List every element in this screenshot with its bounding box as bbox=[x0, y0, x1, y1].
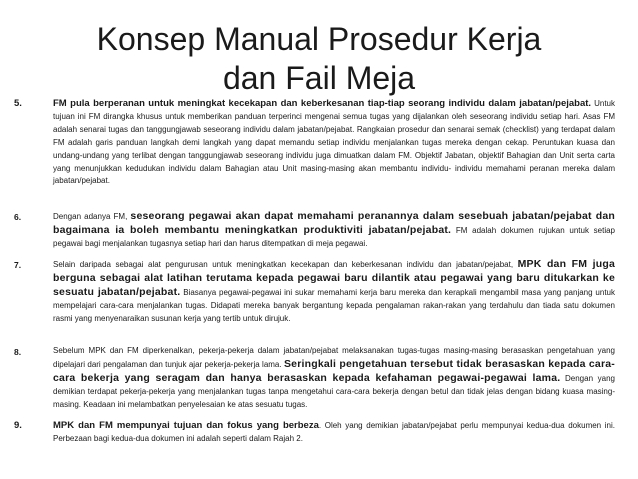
item-number: 6. bbox=[14, 212, 22, 222]
item-text-regular: FM adalah dokumen rujukan untuk setiap pegawai bagi menjalankan tugasnya setiap hari dan harus ditempatkan di meja pegawai. bbox=[53, 225, 615, 248]
item-text bbox=[53, 420, 615, 446]
item-text bbox=[53, 210, 615, 251]
item-text-regular: Dengan adanya FM, bbox=[53, 212, 131, 221]
item-number: 5. bbox=[14, 98, 22, 109]
title-line-2: dan Fail Meja bbox=[222, 60, 416, 96]
item-text-bold: MPK dan FM juga berguna sebagai alat latihan terutama kepada pegawai baru dilantik atau pegawai yang baru ditukarkan ke sesuatu jabatan/pejabat. bbox=[53, 258, 616, 298]
item-number: 7. bbox=[14, 260, 22, 270]
item-text-regular: Sebelum MPK dan FM diperkenalkan, pekerja-pekerja dalam jabatan/pejabat melaksanakan tugas-tugas masing-masing berasaskan pengetahuan yang dipelajari dari pengalaman dan tunjuk ajar pekerja-pekerja lama. bbox=[53, 346, 615, 369]
item-text bbox=[53, 258, 615, 326]
item-text-bold: Seringkali pengetahuan tersebut tidak berasaskan kepada cara-cara bekerja yang seragam dan hanya berasaskan kepada kefahaman pegawai-pegawai lama. bbox=[53, 357, 615, 384]
item-text-regular: . Oleh yang demikian jabatan/pejabat perlu mempunyai kedua-dua dokumen ini. Perbezaan bagi kedua-dua dokumen ini adalah seperti dalam Rajah 2. bbox=[53, 421, 616, 443]
item-text bbox=[53, 98, 615, 188]
title-line-1: Konsep Manual Prosedur Kerja bbox=[96, 21, 542, 57]
item-text-regular: Biasanya pegawai-pegawai ini sukar memahami kerja baru mereka dan kerapkali mengambil masa yang panjang untuk mempelajari cara-cara menjalankan tugas. Didapati mereka banyak bergantung kepada pengalaman rakan-rakan yang terdahulu dan tiada satu dokumen rasmi yang menyenaraikan susunan kerja yang tertib untuk dirujuk. bbox=[53, 287, 615, 323]
item-text-bold: MPK dan FM mempunyai tujuan dan fokus yang berbeza bbox=[53, 420, 319, 431]
item-text-regular: Untuk tujuan ini FM dirangka khusus untuk memberikan panduan terperinci mengenai semua tugas yang dijalankan oleh seseorang individu setiap hari. Asas FM adalah senarai tugas dan tanggungjawab seseorang individu dalam jabatan/pejabat. Rangkaian prosedur dan senarai semak (checklist) yang terdapat dalam FM adalah garis panduan langkah demi langkah yang dapat memandu setiap individu menjalankan tugas mereka dengan cekap. Peruntukan kuasa dan undang-undang yang terlibat dengan tanggungjawab seseorang individu juga dimuatkan dalam FM. Objektif Jabatan, objektif Bahagian dan Unit serta carta yang menunjukkan kedudukan individu dalam Bahagian atau Unit masing-masing akan membantu individu- individu memahami peranan mereka dalam jabatan/pejabat. bbox=[53, 99, 615, 186]
item-text-regular: Dengan yang demikian terdapat pekerja-pekerja yang menjalankan tugas tanpa mengetahui cara-cara bekerja dengan betul dan tidak jelas dengan bidang kuasa masing-masing. Keadaan ini melambatkan penyelesaian ke atas sesuatu tugas. bbox=[53, 373, 616, 409]
item-text bbox=[53, 345, 615, 412]
item-text-regular: Selain daripada sebagai alat pengurusan untuk meningkatkan kecekapan dan keberkesanan individu dan jabatan/pejabat, bbox=[53, 260, 518, 269]
item-text-bold: FM pula berperanan untuk meningkat kecekapan dan keberkesanan tiap-tiap seorang individu dalam jabatan/pejabat. bbox=[53, 98, 592, 109]
item-number: 9. bbox=[14, 420, 22, 431]
item-text-bold: seseorang pegawai akan dapat memahami peranannya dalam sesebuah jabatan/pejabat dan bagaimana ia boleh membantu meningkatkan produktiviti jabatan/pejabat. bbox=[53, 210, 615, 236]
slide-title bbox=[0, 20, 638, 98]
item-number: 8. bbox=[14, 347, 22, 357]
